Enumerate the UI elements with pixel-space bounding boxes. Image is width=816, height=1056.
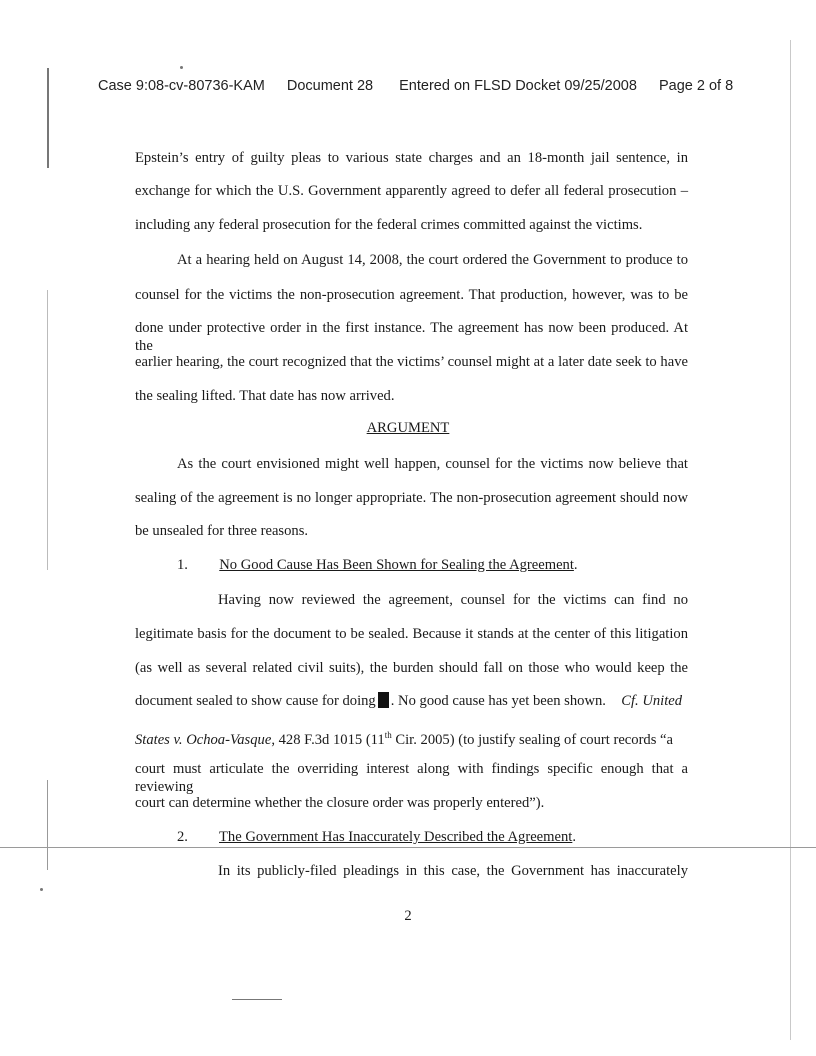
body-line: earlier hearing, the court recognized that the victims’ counsel might at a later date seek to have xyxy=(135,354,688,370)
scan-edge-mark xyxy=(790,40,791,1040)
text-run: , 428 F.3d 1015 (11 xyxy=(271,731,385,748)
case-citation: States v. Ochoa-Vasque xyxy=(135,731,272,748)
body-line xyxy=(135,692,695,710)
body-line: As the court envisioned might well happen, counsel for the victims now believe that xyxy=(177,456,688,472)
page-count: Page 2 of 8 xyxy=(658,78,734,94)
subsection-title: No Good Cause Has Been Shown for Sealing the Agreement xyxy=(219,557,574,573)
redaction-block xyxy=(378,692,389,708)
body-line: done under protective order in the first instance. The agreement has now been produced. At the xyxy=(135,320,688,354)
text-run: document sealed to show cause for doing xyxy=(135,693,376,709)
body-line: court can determine whether the closure order was properly entered”). xyxy=(135,795,545,811)
scan-edge-mark xyxy=(47,68,49,168)
body-line: including any federal prosecution for the federal crimes committed against the victims. xyxy=(135,217,643,233)
body-line: sealing of the agreement is no longer appropriate. The non-prosecution agreement should now xyxy=(135,490,688,506)
scan-artifact-dash xyxy=(232,999,282,1000)
subsection-number: 2. xyxy=(177,829,188,845)
entered-date: Entered on FLSD Docket 09/25/2008 xyxy=(399,78,637,94)
subsection-title: The Government Has Inaccurately Described the Agreement xyxy=(219,829,573,845)
text-run: . No good cause has yet been shown. xyxy=(390,693,606,709)
body-line: At a hearing held on August 14, 2008, the court ordered the Government to produce to xyxy=(177,252,688,268)
body-line: legitimate basis for the document to be sealed. Because it stands at the center of this litigation xyxy=(135,626,688,642)
body-line: the sealing lifted. That date has now arrived. xyxy=(135,388,395,404)
body-line: be unsealed for three reasons. xyxy=(135,523,309,539)
body-line: (as well as several related civil suits), the burden should fall on those who would keep the xyxy=(135,660,688,676)
superscript: th xyxy=(384,730,392,740)
subsection-number: 1. xyxy=(177,557,188,573)
page-number: 2 xyxy=(404,908,412,924)
body-line: Having now reviewed the agreement, counsel for the victims can find no xyxy=(218,592,688,608)
scan-edge-mark xyxy=(47,780,48,870)
body-line: In its publicly-filed pleadings in this case, the Government has inaccurately xyxy=(218,863,688,879)
body-line: Epstein’s entry of guilty pleas to various state charges and an 18-month jail sentence, in xyxy=(135,150,688,166)
docket-header xyxy=(98,78,738,94)
subsection-title-period: . xyxy=(573,557,578,573)
document-number: Document 28 xyxy=(286,78,374,94)
scan-fold-line xyxy=(0,847,816,848)
body-line: counsel for the victims the non-prosecution agreement. That production, however, was to be xyxy=(135,287,688,303)
body-line xyxy=(135,726,673,749)
subsection-heading-1 xyxy=(177,556,578,574)
citation-signal: Cf. United xyxy=(621,693,683,709)
subsection-title-period: . xyxy=(572,829,576,845)
case-number: Case 9:08-cv-80736-KAM xyxy=(98,78,265,94)
scan-speck xyxy=(180,66,183,69)
text-run: Cir. 2005) (to justify sealing of court records “a xyxy=(391,731,674,748)
body-line: court must articulate the overriding interest along with findings specific enough that a reviewing xyxy=(135,761,688,795)
body-line: exchange for which the U.S. Government apparently agreed to defer all federal prosecution – xyxy=(135,183,688,199)
section-heading: ARGUMENT xyxy=(366,420,450,436)
scan-speck xyxy=(40,888,43,891)
subsection-heading-2 xyxy=(177,828,576,846)
